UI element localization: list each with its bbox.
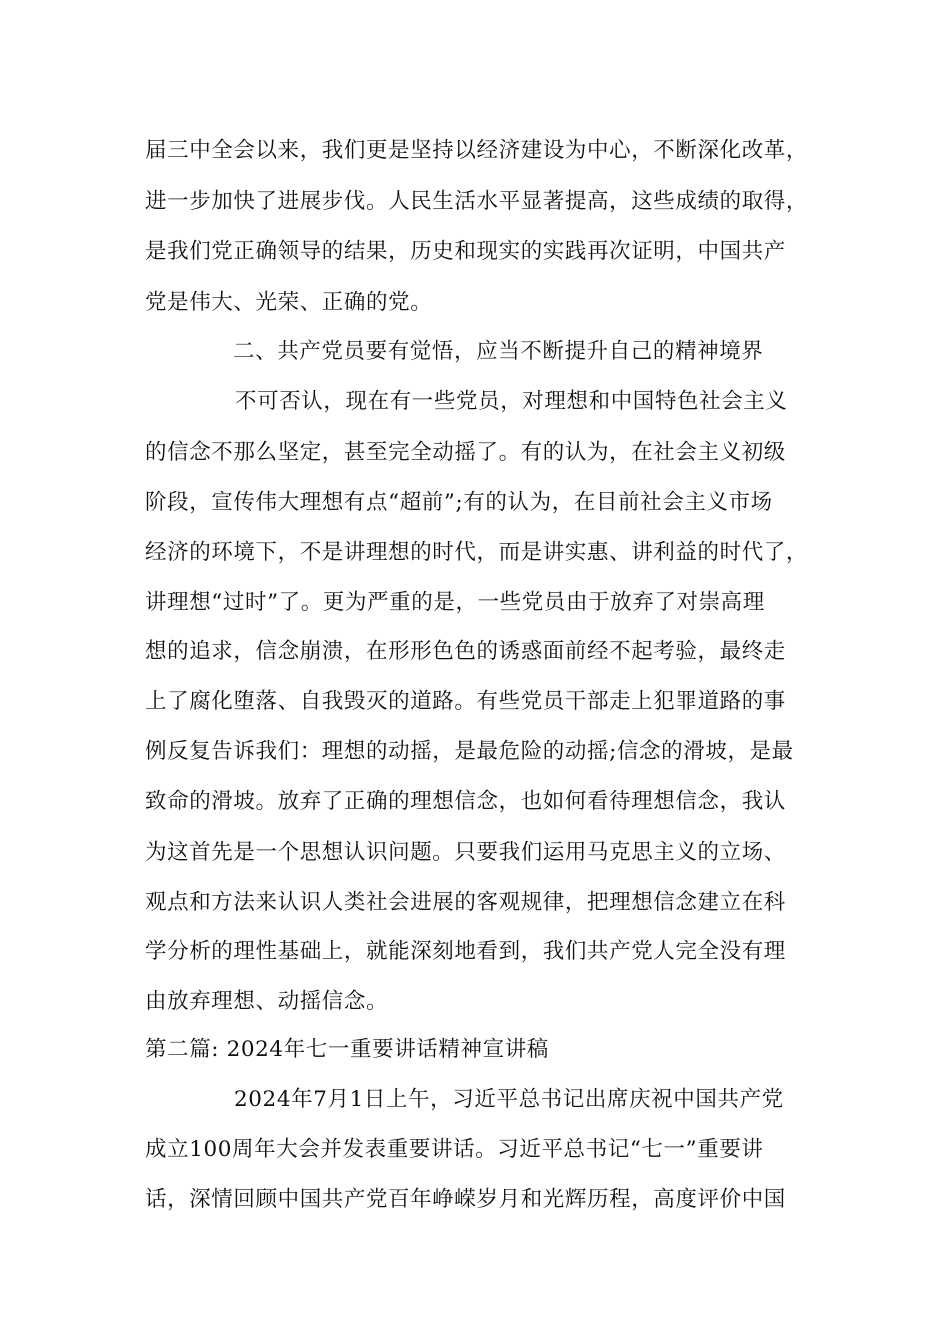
paragraph-line: 是我们党正确领导的结果，历史和现实的实践再次证明，中国共产 [145,239,786,264]
paragraph-line: 上了腐化堕落、自我毁灭的道路。有些党员干部走上犯罪道路的事 [145,689,786,714]
paragraph-line: 讲理想“过时”了。更为严重的是，一些党员由于放弃了对崇高理 [145,590,765,615]
paragraph-line: 为这首先是一个思想认识问题。只要我们运用马克思主义的立场、 [145,840,786,865]
paragraph-line: 届三中全会以来，我们更是坚持以经济建设为中心，不断深化改革， [145,138,809,163]
paragraph-line: 由放弃理想、动摇信念。 [145,989,389,1014]
paragraph-line: 想的追求，信念崩溃，在形形色色的诱惑面前经不起考验，最终走 [145,639,786,664]
paragraph-line: 的信念不那么坚定，甚至完全动摇了。有的认为，在社会主义初级 [145,440,786,465]
paragraph-line: 不可否认，现在有一些党员，对理想和中国特色社会主义 [235,389,788,414]
paragraph-line: 阶段，宣传伟大理想有点“超前”;有的认为，在目前社会主义市场 [145,490,773,515]
paragraph-line: 学分析的理性基础上，就能深刻地看到，我们共产党人完全没有理 [145,939,786,964]
paragraph-line: 党是伟大、光荣、正确的党。 [145,290,433,315]
paragraph-line: 经济的环境下，不是讲理想的时代，而是讲实惠、讲利益的时代了， [145,540,809,565]
paragraph-line: 话，深情回顾中国共产党百年峥嵘岁月和光辉历程，高度评价中国 [145,1187,786,1212]
chapter-heading: 第二篇: 2024年七一重要讲话精神宣讲稿 [145,1037,549,1062]
paragraph-line: 致命的滑坡。放弃了正确的理想信念，也如何看待理想信念，我认 [145,789,786,814]
paragraph-line: 观点和方法来认识人类社会进展的客观规律，把理想信念建立在科 [145,890,786,915]
paragraph-line: 成立100周年大会并发表重要讲话。习近平总书记“七一”重要讲 [145,1137,764,1162]
paragraph-line: 进一步加快了进展步伐。人民生活水平显著提高，这些成绩的取得， [145,189,809,214]
paragraph-line: 2024年7月1日上午，习近平总书记出席庆祝中国共产党 [234,1087,784,1112]
paragraph-line: 例反复告诉我们：理想的动摇，是最危险的动摇;信念的滑坡，是最 [145,739,794,764]
section-heading: 二、共产党员要有觉悟，应当不断提升自己的精神境界 [233,339,764,364]
